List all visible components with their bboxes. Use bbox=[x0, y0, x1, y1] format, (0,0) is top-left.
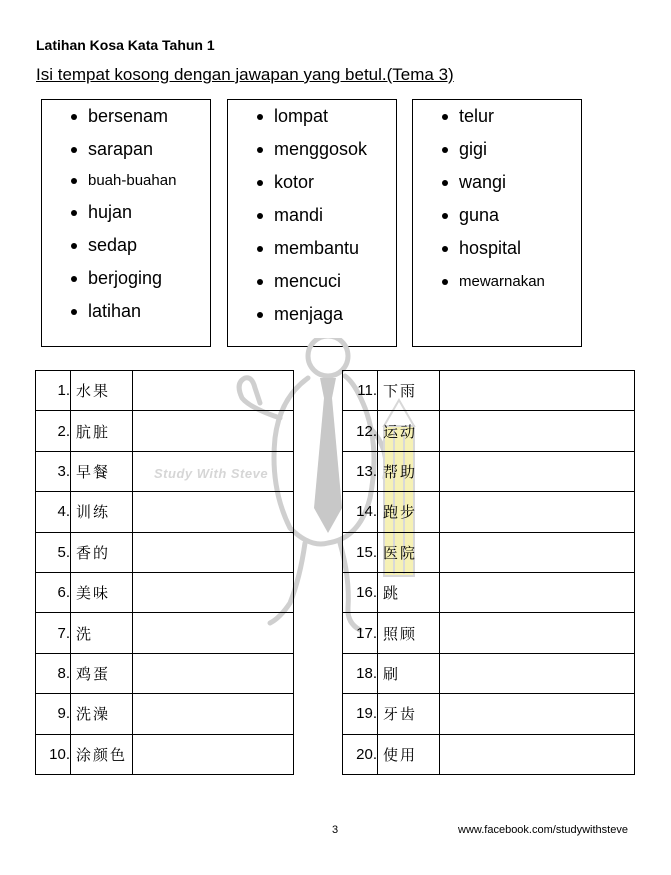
chinese-word: 医院 bbox=[378, 532, 440, 572]
answer-blank[interactable] bbox=[440, 451, 635, 491]
bullet-icon bbox=[71, 178, 77, 184]
chinese-word: 运动 bbox=[378, 411, 440, 451]
answer-blank[interactable] bbox=[440, 492, 635, 532]
question-number: 20. bbox=[343, 734, 378, 774]
chinese-word: 训练 bbox=[71, 492, 133, 532]
question-row bbox=[343, 653, 635, 693]
answer-blank[interactable] bbox=[133, 371, 294, 411]
questions-left-table bbox=[35, 370, 294, 775]
bullet-icon bbox=[257, 246, 263, 252]
questions-right-table bbox=[342, 370, 635, 775]
word-item: gigi bbox=[413, 133, 581, 166]
bullet-icon bbox=[442, 246, 448, 252]
question-row bbox=[343, 451, 635, 491]
word-bank-box-2 bbox=[227, 99, 397, 347]
chinese-word: 早餐 bbox=[71, 451, 133, 491]
page-number: 3 bbox=[332, 824, 339, 836]
word-item: sarapan bbox=[42, 133, 210, 166]
bullet-icon bbox=[71, 114, 77, 120]
answer-blank[interactable] bbox=[133, 694, 294, 734]
answer-blank[interactable] bbox=[440, 411, 635, 451]
bullet-icon bbox=[71, 276, 77, 282]
answer-blank[interactable] bbox=[440, 572, 635, 612]
question-row bbox=[36, 734, 294, 774]
chinese-word: 刷 bbox=[378, 653, 440, 693]
answer-blank[interactable] bbox=[133, 492, 294, 532]
question-number: 12. bbox=[343, 411, 378, 451]
question-number: 8. bbox=[36, 653, 71, 693]
bullet-icon bbox=[442, 147, 448, 153]
question-number: 9. bbox=[36, 694, 71, 734]
word-item: menjaga bbox=[228, 298, 396, 331]
watermark-text: Study With Steve bbox=[154, 466, 269, 481]
chinese-word: 帮助 bbox=[378, 451, 440, 491]
word-item: buah-buahan bbox=[42, 166, 210, 196]
chinese-word: 水果 bbox=[71, 371, 133, 411]
bullet-icon bbox=[257, 213, 263, 219]
question-number: 6. bbox=[36, 572, 71, 612]
question-row bbox=[36, 451, 294, 491]
question-row bbox=[343, 371, 635, 411]
footer-url: www.facebook.com/studywithsteve bbox=[458, 824, 628, 836]
chinese-word: 肮脏 bbox=[71, 411, 133, 451]
question-number: 16. bbox=[343, 572, 378, 612]
chinese-word: 跑步 bbox=[378, 492, 440, 532]
bullet-icon bbox=[257, 312, 263, 318]
question-number: 2. bbox=[36, 411, 71, 451]
question-number: 17. bbox=[343, 613, 378, 653]
worksheet-title: Latihan Kosa Kata Tahun 1 bbox=[36, 37, 215, 53]
bullet-icon bbox=[257, 279, 263, 285]
word-item: guna bbox=[413, 199, 581, 232]
chinese-word: 香的 bbox=[71, 532, 133, 572]
bullet-icon bbox=[442, 213, 448, 219]
chinese-word: 下雨 bbox=[378, 371, 440, 411]
chinese-word: 照顾 bbox=[378, 613, 440, 653]
bullet-icon bbox=[442, 279, 448, 285]
question-number: 18. bbox=[343, 653, 378, 693]
answer-blank[interactable] bbox=[133, 451, 294, 491]
question-row bbox=[36, 613, 294, 653]
question-row bbox=[343, 613, 635, 653]
question-number: 5. bbox=[36, 532, 71, 572]
bullet-icon bbox=[257, 180, 263, 186]
word-item: membantu bbox=[228, 232, 396, 265]
word-item: mandi bbox=[228, 199, 396, 232]
question-number: 14. bbox=[343, 492, 378, 532]
question-number: 3. bbox=[36, 451, 71, 491]
word-item: hujan bbox=[42, 196, 210, 229]
question-number: 13. bbox=[343, 451, 378, 491]
chinese-word: 牙齿 bbox=[378, 694, 440, 734]
word-item: lompat bbox=[228, 100, 396, 133]
word-item: mewarnakan bbox=[413, 265, 581, 298]
chinese-word: 跳 bbox=[378, 572, 440, 612]
question-number: 7. bbox=[36, 613, 71, 653]
chinese-word: 美味 bbox=[71, 572, 133, 612]
word-bank-box-3 bbox=[412, 99, 582, 347]
bullet-icon bbox=[71, 309, 77, 315]
question-row bbox=[36, 411, 294, 451]
word-item: telur bbox=[413, 100, 581, 133]
bullet-icon bbox=[71, 147, 77, 153]
word-item: sedap bbox=[42, 229, 210, 262]
answer-blank[interactable] bbox=[133, 532, 294, 572]
answer-blank[interactable] bbox=[133, 653, 294, 693]
question-row bbox=[343, 734, 635, 774]
chinese-word: 涂颜色 bbox=[71, 734, 133, 774]
answer-blank[interactable] bbox=[440, 613, 635, 653]
word-item: wangi bbox=[413, 166, 581, 199]
question-number: 15. bbox=[343, 532, 378, 572]
chinese-word: 洗澡 bbox=[71, 694, 133, 734]
bullet-icon bbox=[257, 147, 263, 153]
word-item: latihan bbox=[42, 295, 210, 328]
answer-blank[interactable] bbox=[440, 532, 635, 572]
answer-blank[interactable] bbox=[133, 613, 294, 653]
question-row bbox=[36, 694, 294, 734]
question-row bbox=[36, 371, 294, 411]
word-bank-box-1 bbox=[41, 99, 211, 347]
question-number: 4. bbox=[36, 492, 71, 532]
question-row bbox=[343, 694, 635, 734]
bullet-icon bbox=[71, 210, 77, 216]
answer-blank[interactable] bbox=[440, 734, 635, 774]
word-item: berjoging bbox=[42, 262, 210, 295]
question-row bbox=[36, 532, 294, 572]
word-item: menggosok bbox=[228, 133, 396, 166]
chinese-word: 鸡蛋 bbox=[71, 653, 133, 693]
bullet-icon bbox=[442, 114, 448, 120]
word-item: hospital bbox=[413, 232, 581, 265]
answer-blank[interactable] bbox=[440, 694, 635, 734]
answer-blank[interactable] bbox=[133, 734, 294, 774]
word-item: bersenam bbox=[42, 100, 210, 133]
question-row bbox=[36, 492, 294, 532]
question-number: 10. bbox=[36, 734, 71, 774]
question-row bbox=[343, 411, 635, 451]
bullet-icon bbox=[71, 243, 77, 249]
question-number: 11. bbox=[343, 371, 378, 411]
question-row bbox=[36, 653, 294, 693]
answer-blank[interactable] bbox=[440, 371, 635, 411]
question-row bbox=[343, 532, 635, 572]
question-number: 19. bbox=[343, 694, 378, 734]
chinese-word: 洗 bbox=[71, 613, 133, 653]
question-row bbox=[36, 572, 294, 612]
bullet-icon bbox=[442, 180, 448, 186]
bullet-icon bbox=[257, 114, 263, 120]
answer-blank[interactable] bbox=[133, 572, 294, 612]
word-item: kotor bbox=[228, 166, 396, 199]
chinese-word: 使用 bbox=[378, 734, 440, 774]
instruction-text: Isi tempat kosong dengan jawapan yang betul.(Tema 3) bbox=[36, 65, 454, 84]
word-item: mencuci bbox=[228, 265, 396, 298]
question-row bbox=[343, 572, 635, 612]
answer-blank[interactable] bbox=[440, 653, 635, 693]
question-row bbox=[343, 492, 635, 532]
question-number: 1. bbox=[36, 371, 71, 411]
answer-blank[interactable] bbox=[133, 411, 294, 451]
